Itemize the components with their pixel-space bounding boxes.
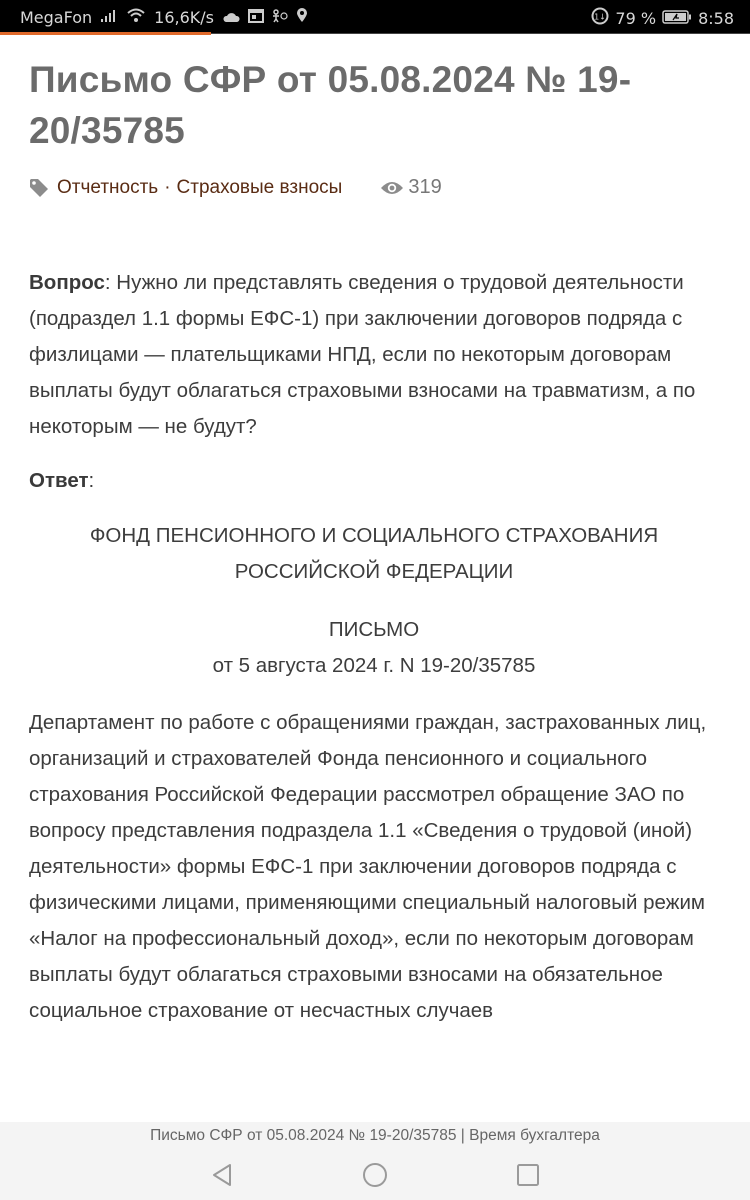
signal-icon bbox=[100, 8, 118, 27]
views-count: 319 bbox=[408, 176, 442, 198]
status-bar bbox=[0, 0, 750, 34]
battery-percent: 79 % bbox=[615, 8, 657, 28]
home-button[interactable] bbox=[360, 1160, 390, 1190]
article-title: Письмо СФР от 05.08.2024 № 19-20/35785 bbox=[29, 59, 632, 151]
views-counter bbox=[380, 176, 441, 199]
doc-type: ПИСЬМО bbox=[328, 618, 420, 641]
navigation-bar bbox=[0, 1160, 750, 1190]
cloud-icon bbox=[222, 8, 240, 27]
clock: 8:58 bbox=[698, 8, 734, 28]
tag-link-reporting[interactable]: Отчетность bbox=[57, 176, 159, 198]
network-speed: 16,6K/s bbox=[154, 7, 215, 27]
answer-heading bbox=[29, 463, 729, 499]
page-load-progress bbox=[0, 32, 211, 35]
notification-icon bbox=[272, 8, 288, 27]
back-button[interactable] bbox=[207, 1160, 237, 1190]
tag-separator: · bbox=[164, 176, 171, 198]
bottom-bar bbox=[0, 1122, 750, 1200]
location-icon bbox=[296, 7, 308, 27]
tag-link-insurance-contributions[interactable]: Страховые взносы bbox=[176, 176, 343, 198]
carrier-name: MegaFon bbox=[20, 7, 93, 27]
article-body bbox=[29, 265, 729, 1029]
question-text: : Нужно ли представлять сведения о трудовой деятельности (подраздел 1.1 формы ЕФС-1) при заключении договоров подряда с физлицами — плательщиками НПД, если по некоторым договорам выплаты будут облагаться страховыми взносами на травматизм, а по некоторым — не будут? bbox=[29, 271, 696, 438]
question-label: Вопрос bbox=[29, 271, 105, 294]
page-title-bar: Письмо СФР от 05.08.2024 № 19-20/35785 | Время бухгалтера bbox=[150, 1127, 600, 1144]
org-name: ФОНД ПЕНСИОННОГО И СОЦИАЛЬНОГО СТРАХОВАНИЯ РОССИЙСКОЙ ФЕДЕРАЦИИ bbox=[89, 524, 659, 583]
wifi-icon bbox=[126, 7, 146, 27]
svg-text:1↓: 1↓ bbox=[594, 12, 607, 22]
answer-label: Ответ bbox=[29, 469, 89, 492]
body-paragraph: Департамент по работе с обращениями граждан, застрахованных лиц, организаций и страхователей Фонда пенсионного и социального страхования Российской Федерации рассмотрел обращение ЗАО по вопросу представления подраздела 1.1 «Сведения о трудовой (иной) деятельности» формы ЕФС-1 при заключении договоров подряда с физическими лицами, применяющими специальный налоговый режим «Налог на профессиональный доход», если по некоторым договорам выплаты будут облагаться страховыми взносами на обязательное социальное страхование от несчастных случаев bbox=[29, 711, 707, 1022]
home-circle-icon bbox=[362, 1162, 388, 1188]
question-paragraph bbox=[29, 265, 729, 445]
article-meta bbox=[29, 176, 442, 199]
calendar-icon bbox=[248, 8, 264, 27]
tag-icon bbox=[29, 178, 49, 198]
recents-button[interactable] bbox=[513, 1160, 543, 1190]
eye-icon bbox=[380, 180, 404, 196]
battery-icon bbox=[662, 9, 692, 28]
back-triangle-icon bbox=[211, 1163, 233, 1187]
doc-date: от 5 августа 2024 г. N 19-20/35785 bbox=[212, 654, 536, 677]
data-saver-icon bbox=[591, 7, 609, 29]
answer-colon: : bbox=[88, 469, 95, 492]
recents-square-icon bbox=[516, 1163, 540, 1187]
